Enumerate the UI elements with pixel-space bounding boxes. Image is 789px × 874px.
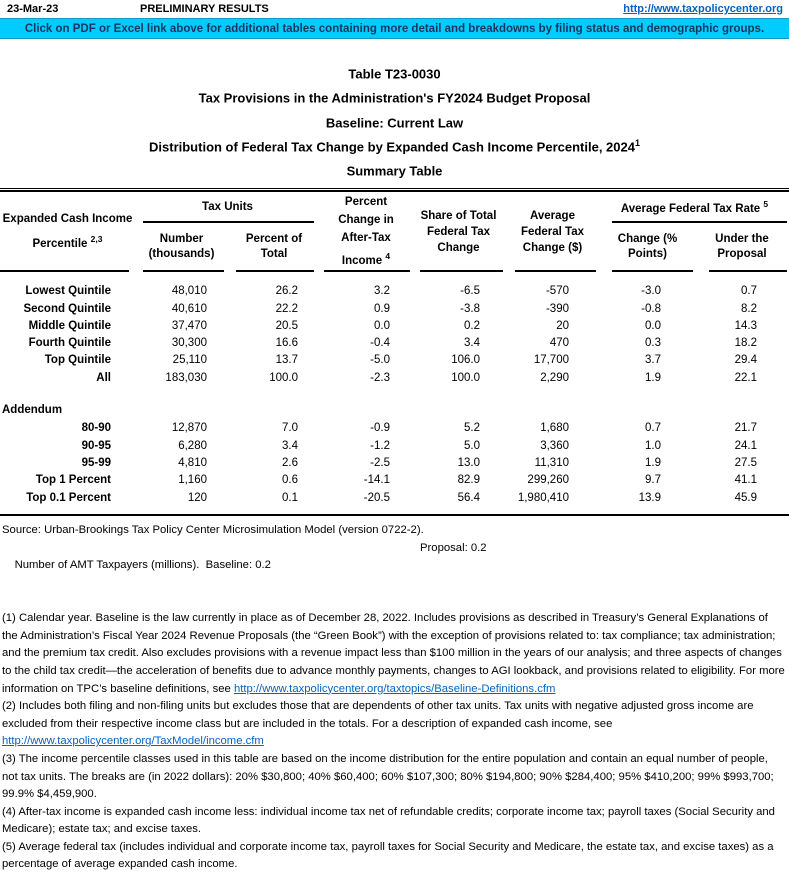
cell-rate-change-points: -0.8 (641, 302, 661, 315)
header-number-thousands: Number (thousands) (135, 223, 228, 272)
cell-rate-under-proposal: 0.7 (741, 285, 757, 298)
cell-percent-of-total: 3.4 (282, 439, 298, 452)
header-percent-change-after-tax-income: Percent Change in After-Tax Income $^4$ (320, 192, 412, 272)
amt-proposal-value: Proposal: 0.2 (420, 541, 487, 554)
cell-share-of-total-change: 5.0 (464, 439, 480, 452)
row-label: Top 0.1 Percent (26, 491, 111, 504)
cell-rate-under-proposal: 21.7 (734, 422, 757, 435)
table-row (0, 335, 789, 352)
cell-rate-change-points: 3.7 (645, 354, 661, 367)
quintile-rows (0, 283, 789, 387)
cell-number-thousands: 37,470 (171, 319, 207, 332)
header-average-federal-tax-change: Average Federal Tax Change ($) (505, 192, 600, 272)
title-line: Distribution of Federal Tax Change by Expanded Cash Income Percentile, 2024$^1$ (149, 137, 640, 155)
table-row (0, 283, 789, 300)
header-group-average-federal-tax-rate: Average Federal Tax Rate $^5$ (600, 192, 789, 223)
cell-rate-change-points: 0.0 (645, 319, 661, 332)
table-row (0, 352, 789, 369)
row-label: Lowest Quintile (25, 285, 111, 298)
header-under-the-proposal: Under the Proposal (695, 223, 789, 272)
cell-average-tax-change: 2,290 (540, 371, 569, 384)
cell-share-of-total-change: 13.0 (457, 456, 480, 469)
meta-bar (0, 0, 789, 18)
cell-average-tax-change: 3,360 (540, 439, 569, 452)
cell-rate-under-proposal: 14.3 (734, 319, 757, 332)
footnote-text: (3) The income percentile classes used in this table are based on the income distribution for the entire population and contain an equal number of people, not tax units. The breaks are (in 2022 dollars): 20% $30,800; 40% $60,400; 60% $107,300; 80% $194,800; 90% $284,400; 95% $410,200; 99% $993,700; 99.9% $4,459,900. (2, 752, 774, 801)
cell-pct-change-after-tax-income: 3.2 (374, 285, 390, 298)
cell-number-thousands: 4,810 (178, 456, 207, 469)
footnote-link[interactable]: http://www.taxpolicycenter.org/taxtopics/Baseline-Definitions.cfm (233, 682, 556, 695)
cell-rate-change-points: 1.0 (645, 439, 661, 452)
cell-pct-change-after-tax-income: -20.5 (363, 491, 390, 504)
cell-percent-of-total: 7.0 (282, 422, 298, 435)
cell-average-tax-change: 299,260 (527, 474, 569, 487)
cell-number-thousands: 120 (187, 491, 207, 504)
cell-pct-change-after-tax-income: -2.5 (370, 456, 390, 469)
row-label: Fourth Quintile (28, 337, 111, 350)
title-line: Summary Table (346, 163, 443, 179)
cell-average-tax-change: 1,980,410 (517, 491, 569, 504)
table-row (0, 472, 789, 489)
cell-average-tax-change: 17,700 (533, 354, 569, 367)
source-line: Source: Urban-Brookings Tax Policy Center Microsimulation Model (version 0722-2). (2, 524, 424, 537)
cell-percent-of-total: 26.2 (275, 285, 298, 298)
cell-pct-change-after-tax-income: -2.3 (370, 371, 390, 384)
footnote-text: (5) Average federal tax (includes individual and corporate income tax, payroll taxes for Social Security and Medicare, the estate tax, and excise taxes) as a percentage of average expanded cash income. (2, 840, 774, 871)
cell-rate-under-proposal: 8.2 (741, 302, 757, 315)
row-label: Middle Quintile (28, 319, 111, 332)
title-block (0, 60, 789, 182)
cell-share-of-total-change: 0.2 (464, 319, 480, 332)
cell-number-thousands: 25,110 (172, 354, 207, 367)
cell-percent-of-total: 22.2 (275, 302, 298, 315)
cell-share-of-total-change: 106.0 (451, 354, 480, 367)
cell-share-of-total-change: -3.8 (460, 302, 480, 315)
cell-percent-of-total: 0.1 (282, 491, 298, 504)
cell-percent-of-total: 13.7 (275, 354, 298, 367)
cell-rate-change-points: 1.9 (645, 456, 661, 469)
cell-share-of-total-change: -6.5 (460, 285, 480, 298)
row-label: Top Quintile (44, 354, 111, 367)
cell-rate-under-proposal: 24.1 (734, 439, 757, 452)
cell-pct-change-after-tax-income: -0.9 (370, 422, 390, 435)
footnotes (0, 610, 789, 874)
row-label: Top 1 Percent (35, 474, 111, 487)
header-expanded-cash-income: Expanded Cash Income Percentile $^{2,3}$ (0, 192, 135, 272)
table-header (0, 192, 789, 272)
cell-share-of-total-change: 100.0 (451, 371, 480, 384)
footnote-text: (1) Calendar year. Baseline is the law currently in place as of December 28, 2022. Includes provisions as described in Treasury’s General Explanations of the Administration’s Fiscal Year 2024 Revenue Proposals (the “Green Book”) with the exception of provisions related to: tax compliance; tax administration; and the premium tax credit. Also excludes provisions with a revenue impact less than $100 million in the years of our analysis; and three aspects of changes to the child tax credit—the acceleration of benefits due to advance monthly payments, changes to AGI lookback, and provisions related to eligibility. For more information on TPC’s baseline definitions, see (2, 612, 785, 695)
table-row (0, 489, 789, 506)
cell-rate-change-points: -3.0 (641, 285, 661, 298)
cell-rate-change-points: 0.3 (645, 337, 661, 350)
summary-table (0, 188, 789, 517)
cell-number-thousands: 30,300 (171, 337, 207, 350)
cell-number-thousands: 40,610 (171, 302, 207, 315)
footnote (0, 698, 789, 751)
header-group-tax-units: Tax Units (135, 192, 320, 223)
cell-average-tax-change: -570 (545, 285, 569, 298)
report-date: 23-Mar-23 (7, 3, 59, 15)
cell-pct-change-after-tax-income: -0.4 (370, 337, 390, 350)
footer-notes (0, 516, 789, 874)
footnote-text: (4) After-tax income is expanded cash income less: individual income tax net of refundable credits; corporate income tax; payroll taxes (Social Security and Medicare); estate tax; and excise taxes. (2, 805, 775, 836)
footnote-text: (2) Includes both filing and non-filing units but excludes those that are dependents of other tax units. Tax units with negative adjusted gross income are excluded from their respective income class but are included in the totals. For a description of expanded cash income, see (2, 700, 754, 730)
cell-percent-of-total: 0.6 (282, 474, 298, 487)
cell-percent-of-total: 16.6 (275, 337, 298, 350)
cell-rate-under-proposal: 22.1 (734, 371, 757, 384)
cell-number-thousands: 48,010 (171, 285, 207, 298)
cell-percent-of-total: 2.6 (282, 456, 298, 469)
cell-pct-change-after-tax-income: -5.0 (370, 354, 390, 367)
row-label: 95-99 (81, 456, 111, 469)
addendum-heading: Addendum (2, 404, 63, 417)
cell-number-thousands: 1,160 (178, 474, 207, 487)
table-row (0, 454, 789, 471)
cell-share-of-total-change: 56.4 (457, 491, 480, 504)
cell-pct-change-after-tax-income: -1.2 (370, 439, 390, 452)
taxpolicycenter-link[interactable]: http://www.taxpolicycenter.org (623, 3, 783, 15)
footnote (0, 839, 789, 874)
cell-rate-under-proposal: 41.1 (734, 474, 757, 487)
table-row (0, 437, 789, 454)
cell-number-thousands: 12,870 (171, 422, 207, 435)
cell-rate-under-proposal: 18.2 (734, 337, 757, 350)
cell-percent-of-total: 100.0 (269, 371, 298, 384)
title-line: Tax Provisions in the Administration's FY2024 Budget Proposal (198, 90, 591, 106)
table-row (0, 420, 789, 437)
row-label: 80-90 (81, 422, 111, 435)
footnote (0, 751, 789, 804)
cell-rate-change-points: 0.7 (645, 422, 661, 435)
footnote-link[interactable]: http://www.taxpolicycenter.org/TaxModel/income.cfm (2, 735, 264, 748)
cell-rate-under-proposal: 27.5 (734, 456, 757, 469)
cell-share-of-total-change: 82.9 (457, 474, 480, 487)
cell-rate-under-proposal: 29.4 (734, 354, 757, 367)
cell-number-thousands: 183,030 (165, 371, 207, 384)
row-label: Second Quintile (23, 302, 111, 315)
row-label: 90-95 (81, 439, 111, 452)
cell-share-of-total-change: 3.4 (464, 337, 480, 350)
cell-average-tax-change: 1,680 (540, 422, 569, 435)
addendum-rows (0, 420, 789, 506)
footnote (0, 804, 789, 839)
header-share-of-total-federal-tax-change: Share of Total Federal Tax Change (412, 192, 505, 272)
table-body (0, 272, 789, 515)
cell-rate-change-points: 1.9 (645, 371, 661, 384)
cell-pct-change-after-tax-income: 0.0 (374, 319, 390, 332)
cell-pct-change-after-tax-income: 0.9 (374, 302, 390, 315)
cell-rate-change-points: 9.7 (645, 474, 661, 487)
title-line: Baseline: Current Law (325, 114, 464, 130)
cell-rate-change-points: 13.9 (638, 491, 661, 504)
cell-average-tax-change: 20 (556, 319, 569, 332)
cell-average-tax-change: 470 (549, 337, 569, 350)
cell-pct-change-after-tax-income: -14.1 (363, 474, 390, 487)
preliminary-results-label: PRELIMINARY RESULTS (140, 3, 269, 15)
header-percent-of-total: Percent of Total (228, 223, 320, 272)
table-row (0, 317, 789, 334)
amt-taxpayers-line (0, 540, 789, 610)
info-banner: Click on PDF or Excel link above for additional tables containing more detail and breakdowns by filing status and demographic groups. (0, 18, 789, 39)
cell-average-tax-change: -390 (545, 302, 569, 315)
cell-share-of-total-change: 5.2 (464, 422, 480, 435)
footnote (0, 610, 789, 698)
table-row (0, 300, 789, 317)
amt-baseline-value: Number of AMT Taxpayers (millions). Baseline: 0.2 (14, 559, 271, 572)
header-change-percent-points: Change (% Points) (600, 223, 695, 272)
cell-rate-under-proposal: 45.9 (734, 491, 757, 504)
title-line: Table T23-0030 (348, 66, 441, 82)
row-label: All (96, 371, 111, 384)
cell-number-thousands: 6,280 (178, 439, 207, 452)
table-row (0, 369, 789, 386)
cell-percent-of-total: 20.5 (275, 319, 298, 332)
cell-average-tax-change: 11,310 (534, 456, 569, 469)
